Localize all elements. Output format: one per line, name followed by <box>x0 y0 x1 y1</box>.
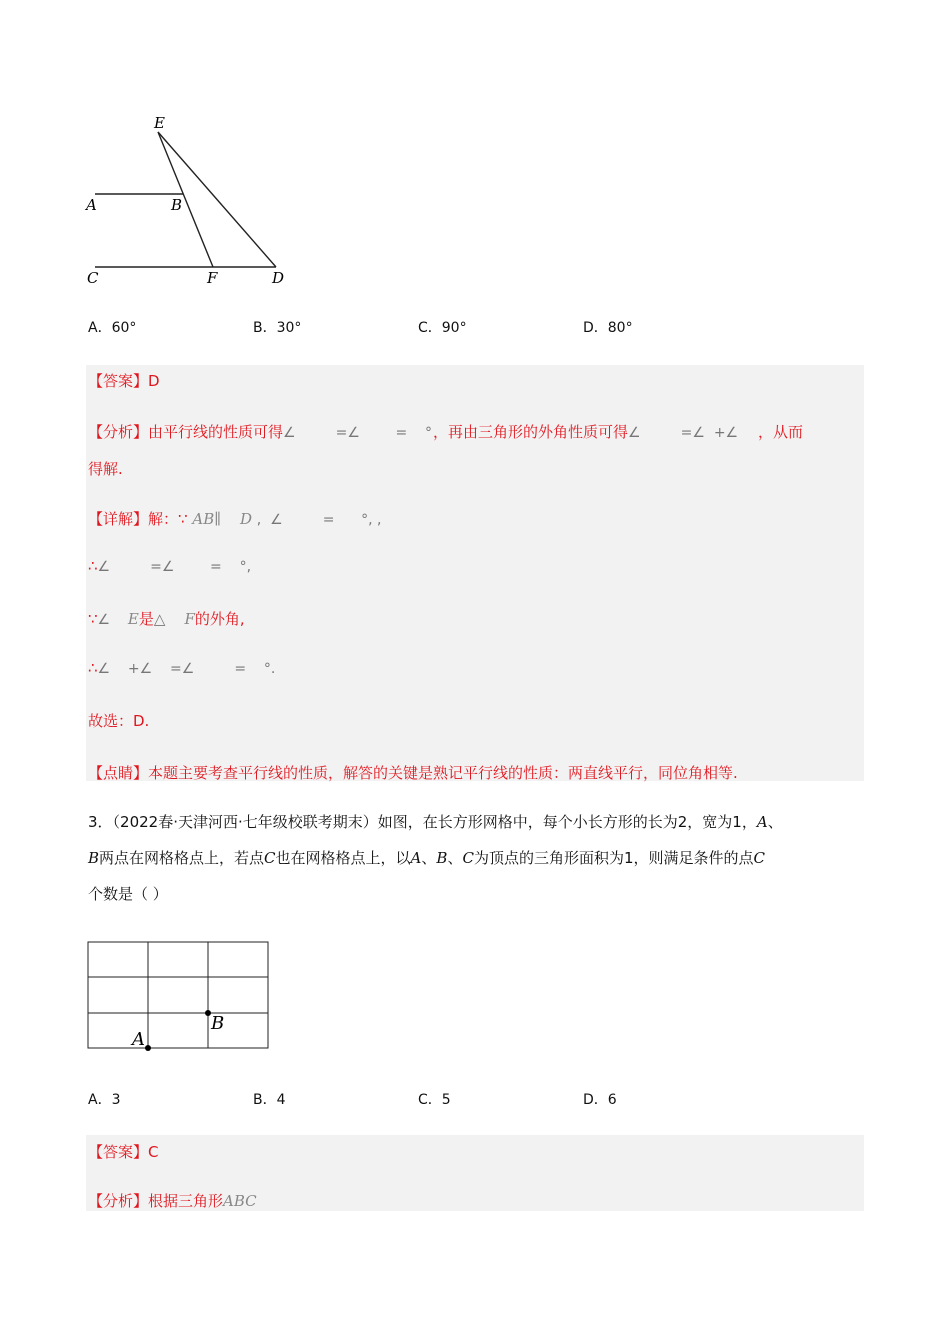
q3-text-3: 也在网格格点上，以 <box>275 849 411 867</box>
q3-point-c-3: C <box>753 849 765 867</box>
q3-sep-3: 、 <box>447 849 463 867</box>
q2-option-b: B．30° <box>253 320 302 336</box>
grid-label-a: A <box>132 1029 145 1050</box>
q2-option-a: A．60° <box>88 320 137 336</box>
because-math-e: E <box>127 610 139 628</box>
therefore-symbol-2: ∴ <box>88 659 98 677</box>
q3-text-1: 如图，在长方形网格中，每个小长方形的长为2，宽为1， <box>377 813 757 831</box>
q2-comment-line <box>88 762 738 783</box>
q2-option-c: C．90° <box>418 320 467 336</box>
q2-answer-line <box>88 370 160 391</box>
q3-point-b: B <box>88 849 100 867</box>
q3-point-a: A <box>756 813 768 831</box>
q3-point-a-2: A <box>410 849 422 867</box>
label-D: D <box>272 269 285 287</box>
q3-answer-value: C <box>148 1143 159 1161</box>
angle-formula-1: ∠ =∠ = ° <box>283 425 433 441</box>
q3-option-d: D．6 <box>583 1092 617 1108</box>
q2-therefore-line-2 <box>88 659 275 677</box>
q3-point-c-2: C <box>462 849 474 867</box>
q3-option-c: C．5 <box>418 1092 451 1108</box>
therefore-symbol: ∴ <box>88 557 98 575</box>
because-math-f: F <box>184 610 195 628</box>
therefore-angle-1: ∠ =∠ = °, <box>97 559 252 575</box>
q3-source: （2022春·天津河西·七年级校联考期末） <box>112 813 378 831</box>
triangle-symbol: △ <box>153 610 166 628</box>
q3-number: 3． <box>88 813 113 831</box>
q3-analysis-text: 根据三角形 <box>148 1192 224 1210</box>
because-symbol: ∵ <box>178 510 188 528</box>
q2-conclusion-line <box>88 710 149 731</box>
conclusion-text: 故选：D. <box>88 712 150 730</box>
q2-analysis-line-2 <box>88 458 123 479</box>
segment-EF <box>158 132 213 267</box>
q2-option-d: D．80° <box>583 320 633 336</box>
q3-text-5: 个数是（ ） <box>88 885 168 903</box>
detail-text: 解： <box>148 510 179 528</box>
analysis-tag: 【分析】 <box>88 423 149 441</box>
q3-sep-2: 、 <box>421 849 437 867</box>
label-B: B <box>171 196 183 214</box>
q3-text-2: 两点在网格格点上，若点 <box>99 849 265 867</box>
angle-formula-2: ∠ =∠ +∠ <box>628 425 739 441</box>
label-F: F <box>207 269 218 287</box>
grid-label-b: B <box>211 1013 225 1034</box>
analysis-text-3: ，从而 <box>758 423 804 441</box>
q3-analysis-line <box>88 1190 257 1211</box>
question-3-text <box>88 804 858 912</box>
q3-point-b-2: B <box>436 849 448 867</box>
geometry-figure-parallel-lines <box>80 110 310 295</box>
because-angle-2: ∠ <box>97 612 128 628</box>
q3-analysis-math: ABC <box>223 1192 257 1210</box>
q2-because-line-2 <box>88 608 245 629</box>
q3-text-4: 为顶点的三角形面积为1，则满足条件的点 <box>473 849 754 867</box>
rectangular-grid-figure <box>80 935 280 1060</box>
because-text-end: 的外角, <box>194 610 245 628</box>
detail-math-d: D <box>239 510 252 528</box>
because-symbol-2: ∵ <box>88 610 98 628</box>
q3-answer-tag: 【答案】 <box>88 1143 149 1161</box>
grid-border <box>88 942 268 1048</box>
q3-sep-1: 、 <box>767 813 783 831</box>
detail-angle: , ∠ = °, , <box>256 512 382 528</box>
analysis-text-1: 由平行线的性质可得 <box>148 423 284 441</box>
q3-answer-line <box>88 1141 159 1162</box>
detail-tag: 【详解】 <box>88 510 149 528</box>
because-text-is: 是 <box>138 610 154 628</box>
answer-value: D <box>148 372 160 390</box>
q3-analysis-tag: 【分析】 <box>88 1192 149 1210</box>
detail-math-ab: AB∥ <box>192 510 222 528</box>
q2-therefore-line-1 <box>88 557 251 575</box>
comment-tag: 【点睛】 <box>88 764 149 782</box>
label-A: A <box>86 196 97 214</box>
label-C: C <box>87 269 99 287</box>
label-E: E <box>154 114 165 132</box>
answer-tag: 【答案】 <box>88 372 149 390</box>
comment-text: 本题主要考查平行线的性质，解答的关键是熟记平行线的性质：两直线平行，同位角相等. <box>148 764 738 782</box>
q2-detail-line <box>88 508 382 529</box>
analysis-text-2: ，再由三角形的外角性质可得 <box>433 423 629 441</box>
q2-analysis-line <box>88 421 803 442</box>
therefore-angle-2: ∠ +∠ =∠ = °. <box>97 661 276 677</box>
q3-option-b: B．4 <box>253 1092 286 1108</box>
q3-option-a: A．3 <box>88 1092 121 1108</box>
q3-point-c: C <box>264 849 276 867</box>
analysis-text-4: 得解. <box>88 460 123 478</box>
point-a-dot <box>145 1045 151 1051</box>
